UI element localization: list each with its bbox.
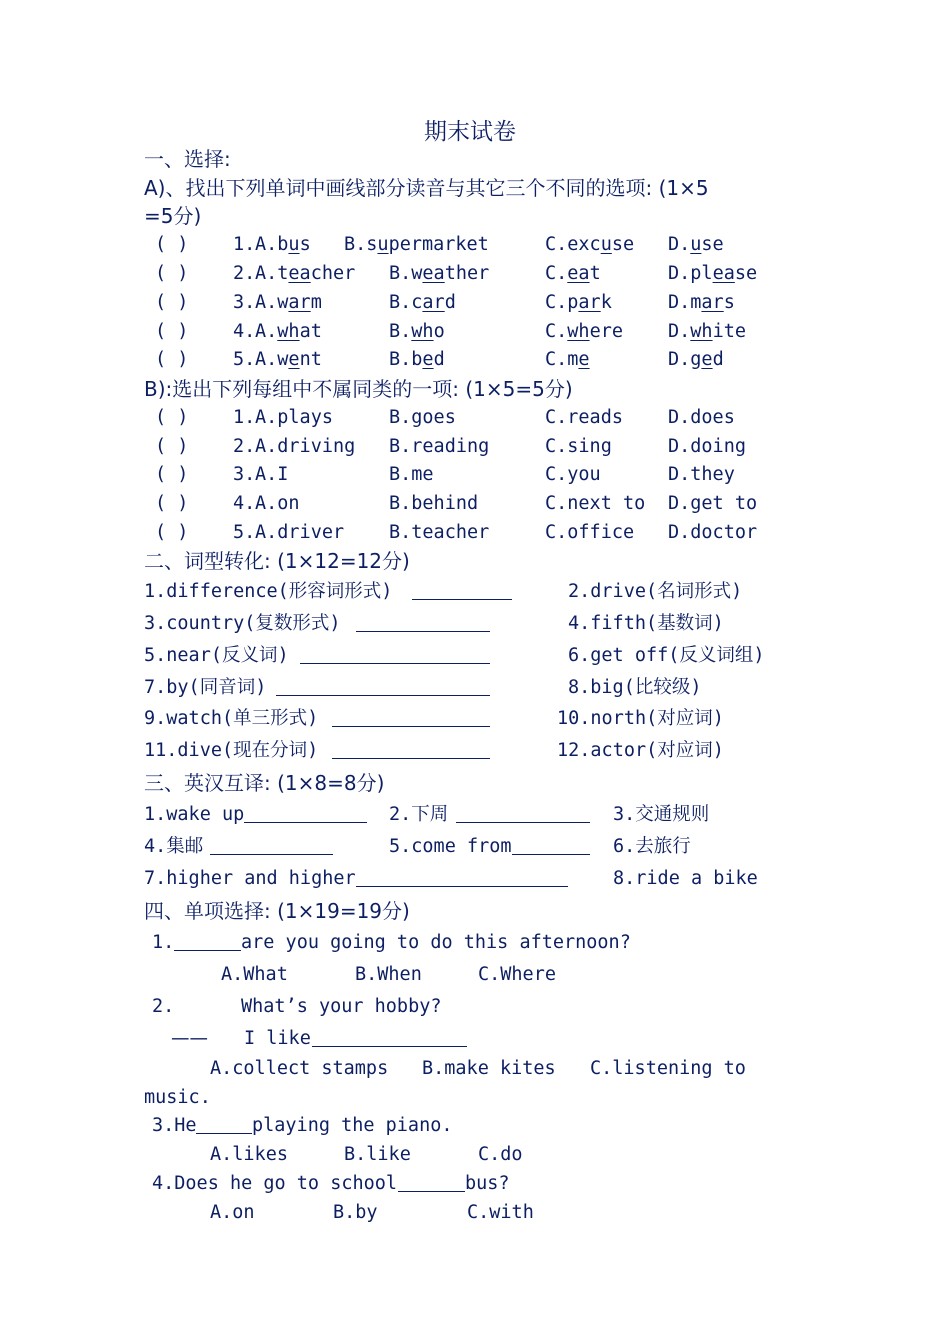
option-a[interactable] bbox=[255, 320, 322, 344]
word-part: w bbox=[277, 349, 289, 370]
word-part: b bbox=[277, 234, 289, 255]
word-part: ere bbox=[589, 321, 623, 342]
question-number: 4. bbox=[233, 493, 256, 514]
answer-blank[interactable] bbox=[398, 1191, 465, 1192]
option[interactable]: C.Where bbox=[478, 964, 556, 985]
option-letter: B. bbox=[389, 349, 412, 370]
question-prefix: 4.Does he go to school bbox=[152, 1173, 398, 1194]
underlined-letters: u bbox=[377, 234, 389, 255]
answer-blank[interactable] bbox=[196, 1133, 252, 1134]
option[interactable]: B.make kites bbox=[422, 1058, 556, 1079]
option-d[interactable] bbox=[668, 262, 757, 286]
translate-item: 3.交通规则 bbox=[613, 804, 710, 825]
option[interactable]: C.do bbox=[478, 1144, 523, 1165]
word-part: m bbox=[310, 292, 322, 313]
option[interactable]: B.by bbox=[333, 1202, 378, 1223]
option-c[interactable] bbox=[545, 233, 634, 257]
option-c[interactable]: C.next to bbox=[545, 493, 646, 514]
option-c[interactable] bbox=[545, 291, 612, 315]
underlined-letters: e bbox=[422, 349, 434, 370]
option-d[interactable]: D.doctor bbox=[668, 522, 758, 543]
underlined-letters: ea bbox=[567, 263, 590, 284]
option-a[interactable]: A.on bbox=[255, 493, 300, 514]
answer-blank[interactable] bbox=[210, 854, 333, 855]
word-part: se bbox=[611, 234, 635, 255]
option-letter: C. bbox=[545, 292, 568, 313]
answer-parentheses[interactable]: ( ) bbox=[155, 263, 189, 284]
option-letter: B. bbox=[389, 263, 412, 284]
answer-blank[interactable] bbox=[174, 950, 241, 951]
option-a[interactable]: A.I bbox=[255, 464, 289, 485]
answer-blank[interactable] bbox=[332, 758, 490, 759]
word-part: s bbox=[366, 234, 378, 255]
option-d[interactable] bbox=[668, 233, 724, 257]
answer-blank[interactable] bbox=[244, 822, 367, 823]
word-form-item: 9.watch(单三形式) bbox=[144, 708, 319, 729]
word-part: cher bbox=[310, 263, 356, 284]
question-number: 5. bbox=[233, 522, 256, 543]
option-letter: B. bbox=[389, 292, 412, 313]
option-b[interactable]: B.teacher bbox=[389, 522, 490, 543]
word-part: nt bbox=[299, 349, 322, 370]
translate-item: 6.去旅行 bbox=[613, 836, 691, 857]
option-a[interactable]: A.driving bbox=[255, 436, 356, 457]
option-letter: C. bbox=[545, 263, 568, 284]
word-form-item: 8.big(比较级) bbox=[568, 677, 702, 698]
option-letter: D. bbox=[668, 292, 691, 313]
option-letter: A. bbox=[255, 263, 278, 284]
word-part: c bbox=[411, 292, 423, 313]
option-d[interactable] bbox=[668, 348, 724, 372]
answer-parentheses[interactable]: ( ) bbox=[155, 321, 189, 342]
option-b[interactable] bbox=[344, 233, 489, 257]
underlined-letters: ar bbox=[422, 292, 445, 313]
section-1a-heading-cont: =5分) bbox=[144, 204, 202, 228]
page-title: 期末试卷 bbox=[424, 119, 516, 145]
underlined-letters: ea bbox=[422, 263, 445, 284]
underlined-letters: e bbox=[701, 349, 713, 370]
question-stem: are you going to do this afternoon? bbox=[241, 932, 631, 953]
option[interactable]: B.like bbox=[344, 1144, 411, 1165]
word-form-item: 4.fifth(基数词) bbox=[568, 613, 724, 634]
underlined-letters: u bbox=[690, 234, 702, 255]
answer-blank[interactable] bbox=[276, 695, 490, 696]
option-d[interactable] bbox=[668, 320, 746, 344]
option-a[interactable] bbox=[255, 291, 322, 315]
option-b[interactable]: B.goes bbox=[389, 407, 456, 428]
answer-parentheses[interactable]: ( ) bbox=[155, 234, 189, 255]
section-2-heading: 二、词型转化: (1×12=12分) bbox=[144, 549, 410, 573]
translate-item: 7.higher and higher bbox=[144, 868, 356, 889]
answer-blank[interactable] bbox=[300, 663, 490, 664]
underlined-letters: ea bbox=[288, 263, 311, 284]
word-part: ite bbox=[712, 321, 746, 342]
answer-parentheses[interactable]: ( ) bbox=[155, 493, 189, 514]
option-c[interactable] bbox=[545, 262, 601, 286]
option-c[interactable]: C.office bbox=[545, 522, 635, 543]
word-part: se bbox=[734, 263, 758, 284]
question-number: 4. bbox=[233, 321, 256, 342]
answer-blank[interactable] bbox=[456, 822, 590, 823]
word-form-item: 12.actor(对应词) bbox=[557, 740, 724, 761]
option-letter: A. bbox=[255, 292, 278, 313]
word-form-item: 1.difference(形容词形式) bbox=[144, 581, 393, 602]
option-d[interactable]: D.they bbox=[668, 464, 735, 485]
word-form-item: 3.country(复数形式) bbox=[144, 613, 341, 634]
option-c[interactable]: C.you bbox=[545, 464, 601, 485]
answer-dash: —— bbox=[171, 1028, 208, 1049]
word-part: g bbox=[690, 349, 702, 370]
option-c[interactable] bbox=[545, 320, 623, 344]
word-part: se bbox=[701, 234, 724, 255]
option-b[interactable]: B.me bbox=[389, 464, 434, 485]
answer-parentheses[interactable]: ( ) bbox=[155, 292, 189, 313]
option-a[interactable]: A.driver bbox=[255, 522, 345, 543]
option[interactable]: A.on bbox=[210, 1202, 255, 1223]
option-c[interactable]: C.sing bbox=[545, 436, 612, 457]
option-letter: B. bbox=[344, 234, 367, 255]
option-a[interactable] bbox=[255, 262, 355, 286]
option-letter: C. bbox=[545, 321, 568, 342]
question-number: 3. bbox=[233, 464, 256, 485]
section-1b-heading: B):选出下列每组中不属同类的一项: (1×5=5分) bbox=[144, 377, 573, 401]
option-b[interactable]: B.behind bbox=[389, 493, 479, 514]
answer-parentheses[interactable]: ( ) bbox=[155, 407, 189, 428]
translate-item: 4.集邮 bbox=[144, 836, 204, 857]
word-part: d bbox=[433, 349, 445, 370]
option-continuation: music. bbox=[144, 1087, 211, 1108]
answer-blank[interactable] bbox=[512, 854, 590, 855]
answer-prompt: I like bbox=[244, 1028, 311, 1049]
option-d[interactable] bbox=[668, 291, 735, 315]
answer-parentheses[interactable]: ( ) bbox=[155, 522, 189, 543]
question-number: 3. bbox=[233, 292, 256, 313]
underlined-letters: e bbox=[578, 349, 590, 370]
word-part: k bbox=[600, 292, 612, 313]
option-a[interactable] bbox=[255, 233, 311, 257]
word-part: exc bbox=[567, 234, 601, 255]
word-part: w bbox=[277, 292, 289, 313]
question-number: 2. bbox=[233, 436, 256, 457]
answer-blank[interactable] bbox=[356, 631, 490, 632]
option-letter: A. bbox=[255, 234, 278, 255]
underlined-letters: ar bbox=[288, 292, 311, 313]
word-part: s bbox=[723, 292, 735, 313]
answer-blank[interactable] bbox=[332, 726, 490, 727]
option-b[interactable] bbox=[389, 348, 445, 372]
option-letter: D. bbox=[668, 234, 691, 255]
option-c[interactable]: C.reads bbox=[545, 407, 623, 428]
word-part: d bbox=[712, 349, 724, 370]
word-part: d bbox=[444, 292, 456, 313]
answer-parentheses[interactable]: ( ) bbox=[155, 436, 189, 457]
answer-parentheses[interactable]: ( ) bbox=[155, 464, 189, 485]
question-prefix: 3.He bbox=[152, 1115, 197, 1136]
word-part: m bbox=[567, 349, 579, 370]
underlined-letters: wh bbox=[567, 321, 590, 342]
question-number: 1. bbox=[233, 234, 256, 255]
answer-parentheses[interactable]: ( ) bbox=[155, 349, 189, 370]
option[interactable]: C.with bbox=[467, 1202, 534, 1223]
answer-blank[interactable] bbox=[356, 886, 568, 887]
word-part: p bbox=[567, 292, 579, 313]
option-letter: A. bbox=[255, 349, 278, 370]
word-form-item: 6.get off(反义词组) bbox=[568, 645, 765, 666]
word-form-item: 2.drive(名词形式) bbox=[568, 581, 743, 602]
question-number: 5. bbox=[233, 349, 256, 370]
option-c[interactable] bbox=[545, 348, 590, 372]
word-form-item: 5.near(反义词) bbox=[144, 645, 289, 666]
option[interactable]: C.listening to bbox=[590, 1058, 746, 1079]
option[interactable]: B.When bbox=[355, 964, 422, 985]
question-number: 2. bbox=[152, 996, 175, 1017]
word-part: m bbox=[690, 292, 702, 313]
underlined-letters: wh bbox=[277, 321, 300, 342]
option-letter: C. bbox=[545, 349, 568, 370]
option[interactable]: A.collect stamps bbox=[210, 1058, 389, 1079]
question-number: 2. bbox=[233, 263, 256, 284]
underlined-letters: u bbox=[288, 234, 300, 255]
option-letter: C. bbox=[545, 234, 568, 255]
underlined-letters: wh bbox=[411, 321, 434, 342]
option-a[interactable]: A.plays bbox=[255, 407, 333, 428]
word-part: permarket bbox=[388, 234, 489, 255]
word-part: s bbox=[299, 234, 311, 255]
question-number: 1. bbox=[152, 932, 175, 953]
section-1-heading: 一、选择: bbox=[144, 147, 231, 171]
option-d[interactable]: D.doing bbox=[668, 436, 746, 457]
question-stem: What’s your hobby? bbox=[241, 996, 442, 1017]
word-part: w bbox=[411, 263, 423, 284]
underlined-letters: ea bbox=[712, 263, 735, 284]
option-b[interactable] bbox=[389, 262, 489, 286]
option[interactable]: A.What bbox=[221, 964, 288, 985]
translate-item: 5.come from bbox=[389, 836, 512, 857]
underlined-letters: wh bbox=[690, 321, 713, 342]
word-part: o bbox=[433, 321, 445, 342]
word-part: t bbox=[277, 263, 289, 284]
word-part: b bbox=[411, 349, 423, 370]
section-4-heading: 四、单项选择: (1×19=19分) bbox=[144, 899, 410, 923]
underlined-letters: ar bbox=[701, 292, 724, 313]
underlined-letters: ar bbox=[578, 292, 601, 313]
option-letter: B. bbox=[389, 321, 412, 342]
question-number: 1. bbox=[233, 407, 256, 428]
underlined-letters: e bbox=[288, 349, 300, 370]
section-3-heading: 三、英汉互译: (1×8=8分) bbox=[144, 771, 385, 795]
option-letter: A. bbox=[255, 321, 278, 342]
option-letter: D. bbox=[668, 349, 691, 370]
word-form-item: 10.north(对应词) bbox=[557, 708, 724, 729]
option-letter: D. bbox=[668, 321, 691, 342]
option-d[interactable]: D.get to bbox=[668, 493, 758, 514]
option[interactable]: A.likes bbox=[210, 1144, 288, 1165]
option-a[interactable] bbox=[255, 348, 322, 372]
word-part: t bbox=[589, 263, 601, 284]
translate-item: 1.wake up bbox=[144, 804, 245, 825]
answer-blank[interactable] bbox=[312, 1046, 467, 1047]
option-b[interactable] bbox=[389, 291, 456, 315]
section-1a-heading: A)、找出下列单词中画线部分读音与其它三个不同的选项: (1×5 bbox=[144, 176, 709, 200]
word-part: ther bbox=[444, 263, 490, 284]
option-b[interactable]: B.reading bbox=[389, 436, 490, 457]
option-letter: D. bbox=[668, 263, 691, 284]
word-form-item: 11.dive(现在分词) bbox=[144, 740, 319, 761]
word-form-item: 7.by(同音词) bbox=[144, 677, 267, 698]
word-part: pl bbox=[690, 263, 713, 284]
option-b[interactable] bbox=[389, 320, 445, 344]
question-stem: playing the piano. bbox=[252, 1115, 453, 1136]
translate-item: 2.下周 bbox=[389, 804, 449, 825]
question-stem: bus? bbox=[465, 1173, 510, 1194]
underlined-letters: u bbox=[600, 234, 612, 255]
translate-item: 8.ride a bike bbox=[613, 868, 758, 889]
word-part: at bbox=[299, 321, 322, 342]
option-d[interactable]: D.does bbox=[668, 407, 735, 428]
answer-blank[interactable] bbox=[412, 599, 512, 600]
